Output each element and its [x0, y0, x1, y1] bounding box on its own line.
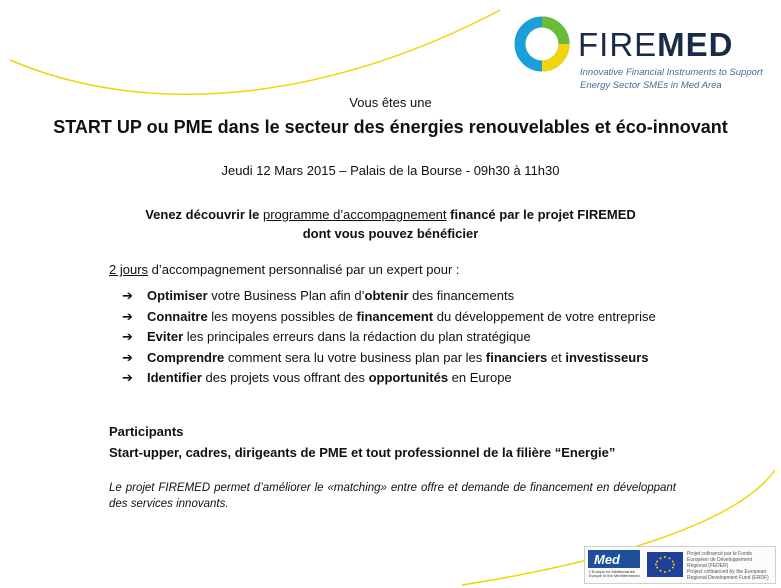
participants-title: Participants	[109, 424, 184, 439]
header-line1: Vous êtes une	[349, 95, 432, 110]
program-before: Venez découvrir le	[145, 207, 263, 222]
benefit-item	[122, 327, 656, 348]
benefit-text: Eviter	[147, 329, 184, 344]
benefit-text: et	[547, 349, 566, 365]
program-after: financé par le projet FIREMED	[446, 207, 636, 222]
intro-rest: d’accompagnement personnalisé par un expert pour :	[148, 262, 460, 277]
erdf-text-en: Project cofinanced by the European Regional Development Fund (ERDF)	[687, 569, 769, 581]
intro-duration: 2 jours	[109, 262, 149, 277]
intro-line	[109, 262, 460, 277]
benefit-text: Connaitre	[147, 308, 208, 324]
benefit-text: financement	[356, 308, 434, 324]
right-arrow-icon: ➔	[122, 288, 133, 303]
erdf-text	[687, 551, 773, 581]
benefit-text: Comprendre	[147, 349, 225, 365]
benefit-text: les principales erreurs dans la rédaction du plan stratégique	[183, 329, 531, 344]
benefit-text: des projets vous offrant des	[201, 370, 369, 385]
benefit-text: obtenir	[364, 288, 409, 303]
right-arrow-icon: ➔	[122, 349, 133, 365]
benefits-list	[122, 286, 656, 389]
event-details: Jeudi 12 Mars 2015 – Palais de la Bourse - 09h30 à 11h30	[221, 163, 560, 178]
firemed-ring-icon	[508, 10, 576, 78]
benefit-text: investisseurs	[565, 349, 649, 365]
benefit-item	[122, 307, 656, 328]
erdf-text-fr: Projet cofinancé par le Fonds Européen de Développement Régional (FEDER)	[687, 551, 753, 569]
benefit-text: comment sera lu votre business plan par les	[224, 349, 486, 365]
med-logo-icon	[588, 550, 640, 578]
tagline-line1: Innovative Financial Instruments to Support	[580, 67, 763, 78]
program-line2: dont vous pouvez bénéficier	[302, 226, 479, 241]
project-note: Le projet FIREMED permet d’améliorer le «matching» entre offre et demande de financement en développant des services innovants.	[109, 482, 676, 510]
page-title: START UP ou PME dans le secteur des énergies renouvelables et éco-innovant	[53, 117, 728, 137]
participants-body: Start-upper, cadres, dirigeants de PME et tout professionnel de la filière “Energie”	[109, 445, 616, 460]
svg-text:Med: Med	[594, 552, 620, 567]
benefit-text: Optimiser	[147, 288, 208, 303]
benefit-text: opportunités	[368, 370, 449, 385]
tagline-line2: Energy Sector SMEs in Med Area	[580, 80, 722, 91]
wordmark-fire: FIRE	[578, 26, 658, 63]
benefit-text: des financements	[408, 288, 515, 303]
benefit-text: du développement de votre entreprise	[433, 308, 656, 324]
benefit-item	[122, 286, 656, 307]
right-arrow-icon: ➔	[122, 329, 133, 344]
firemed-wordmark	[578, 26, 734, 64]
benefit-text: financiers	[485, 349, 548, 365]
eu-flag-icon	[647, 552, 683, 577]
right-arrow-icon: ➔	[122, 308, 133, 324]
funding-logos	[584, 546, 776, 584]
firemed-tagline	[580, 66, 763, 92]
benefit-text: Identifier	[147, 370, 202, 385]
benefit-item	[122, 368, 656, 389]
program-link-text: programme d’accompagnement	[262, 207, 447, 222]
benefit-item	[122, 348, 656, 369]
svg-text:L’Europe en Méditerranée: L’Europe en Méditerranée	[589, 569, 636, 574]
program-statement	[0, 205, 781, 243]
benefit-text: en Europe	[448, 370, 512, 385]
benefit-text: votre Business Plan afin d’	[207, 288, 365, 303]
svg-text:Europe in the Mediterranean: Europe in the Mediterranean	[589, 573, 640, 578]
benefit-text: les moyens possibles de	[207, 308, 357, 324]
wordmark-med: MED	[657, 26, 734, 63]
right-arrow-icon: ➔	[122, 370, 133, 385]
